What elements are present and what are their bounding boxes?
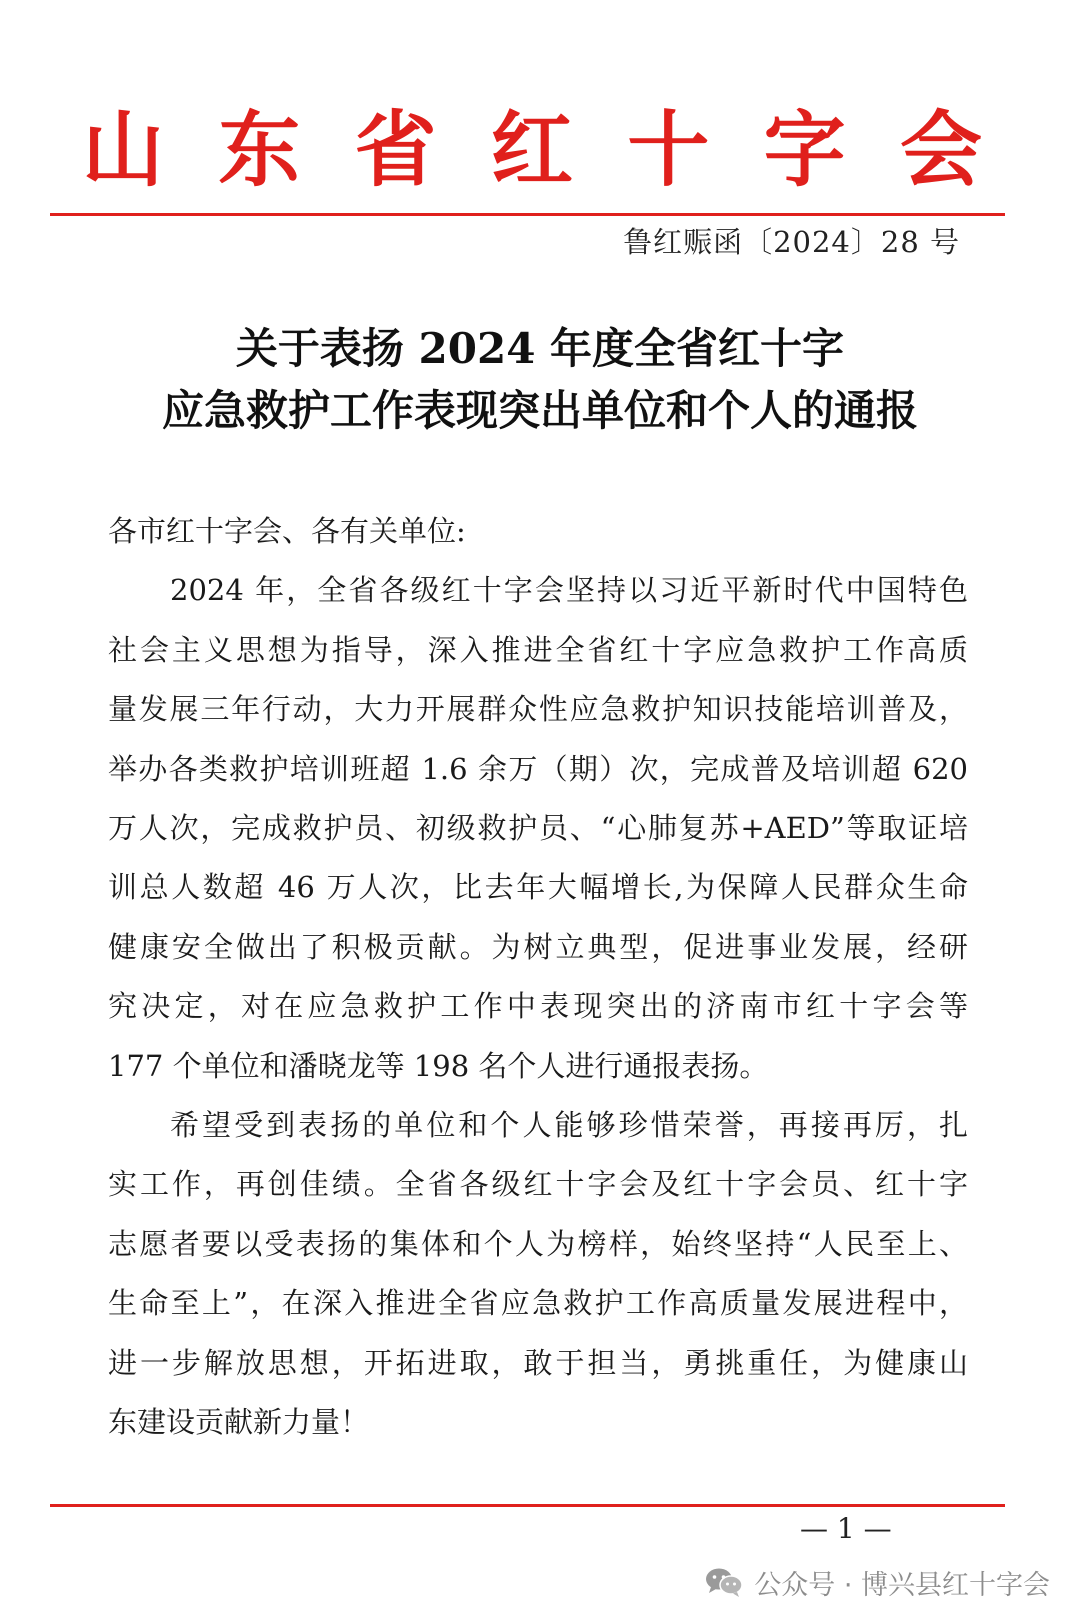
paragraph-line: 东建设贡献新力量！: [108, 1405, 370, 1440]
paragraph-line: 实工作，再创佳绩。全省各级红十字会及红十字会员、红十字: [108, 1167, 968, 1202]
document-title: [0, 318, 1080, 442]
org-title: [82, 100, 982, 200]
document-title-line: 应急救护工作表现突出单位和个人的通报: [161, 386, 918, 435]
paragraph-line: 究决定，对在应急救护工作中表现突出的济南市红十字会等: [108, 989, 968, 1024]
document-body: [108, 502, 968, 1453]
org-title-char: 省: [354, 102, 437, 198]
paragraph-line: 健康安全做出了积极贡献。为树立典型，促进事业发展，经研: [108, 929, 968, 964]
paragraph-line: 进一步解放思想，开拓进取，敢于担当，勇挑重任，为健康山: [108, 1345, 968, 1380]
watermark: [704, 1562, 1050, 1602]
paragraph-line: 万人次，完成救护员、初级救护员、“心肺复苏+AED”等取证培: [108, 811, 968, 846]
org-title-char: 十: [627, 102, 710, 198]
salutation: 各市红十字会、各有关单位:: [108, 514, 466, 548]
org-title-char: 红: [490, 102, 573, 198]
org-title-char: 东: [218, 102, 301, 198]
paragraph-line: 2024 年，全省各级红十字会坚持以习近平新时代中国特色: [170, 573, 968, 608]
org-title-char: 会: [899, 102, 982, 198]
footer-red-rule: [50, 1504, 1005, 1507]
document-number: 鲁红赈函〔2024〕28 号: [623, 225, 960, 259]
header-red-rule: [50, 213, 1005, 216]
org-title-char: 山: [82, 102, 165, 198]
paragraph-2: [108, 1096, 968, 1452]
paragraph-line: 志愿者要以受表扬的集体和个人为榜样，始终坚持“人民至上、: [108, 1226, 968, 1261]
document-title-line: 关于表扬 2024 年度全省红十字: [235, 324, 845, 373]
paragraph-line: 177 个单位和潘晓龙等 198 名个人进行通报表扬。: [108, 1048, 769, 1083]
paragraph-1: [108, 561, 968, 1096]
paragraph-line: 社会主义思想为指导，深入推进全省红十字应急救护工作高质: [108, 632, 968, 667]
paragraph-line: 生命至上”，在深入推进全省应急救护工作高质量发展进程中，: [108, 1286, 968, 1321]
paragraph-line: 希望受到表扬的单位和个人能够珍惜荣誉，再接再厉，扎: [170, 1108, 968, 1143]
wechat-icon: [704, 1566, 744, 1598]
paragraph-line: 训总人数超 46 万人次，比去年大幅增长,为保障人民群众生命: [108, 870, 968, 905]
paragraph-line: 举办各类救护培训班超 1.6 余万（期）次，完成普及培训超 620: [108, 751, 968, 786]
page-number: — 1 —: [800, 1512, 892, 1545]
watermark-text: 公众号 · 博兴县红十字会: [754, 1569, 1050, 1601]
org-title-char: 字: [763, 102, 846, 198]
paragraph-line: 量发展三年行动，大力开展群众性应急救护知识技能培训普及，: [108, 692, 968, 727]
